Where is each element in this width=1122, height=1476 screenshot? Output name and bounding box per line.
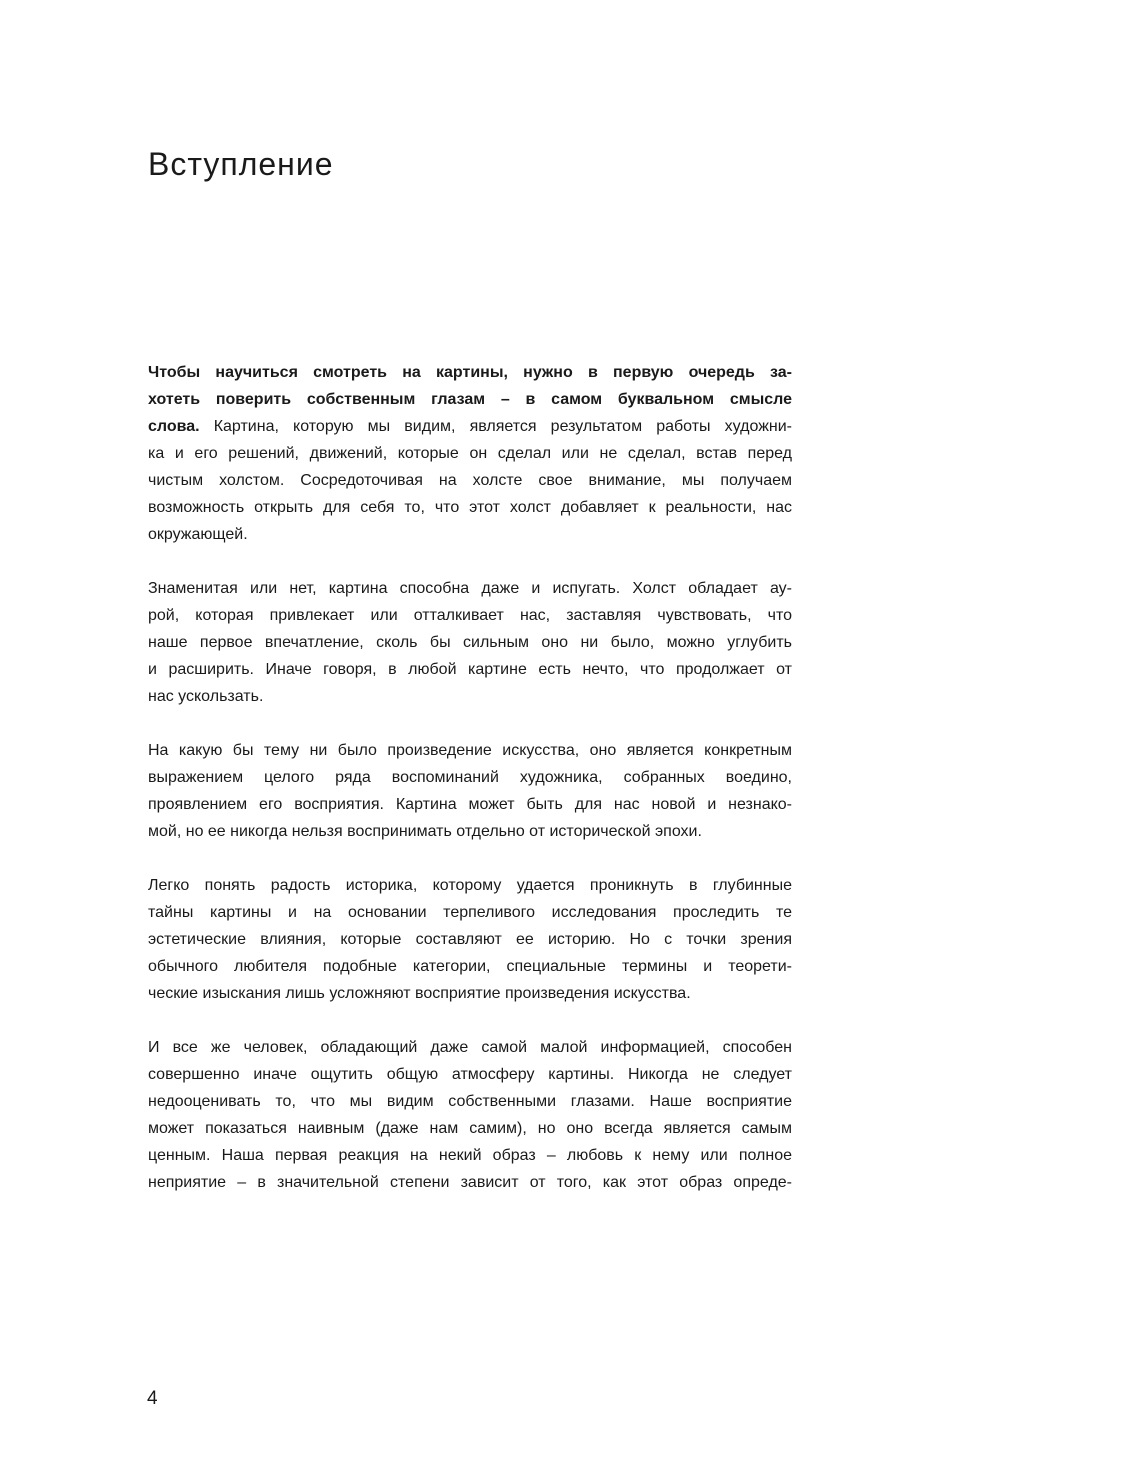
text-run: Картина, которую мы видим, является результатом работы художни- xyxy=(199,418,792,435)
text-line: окружающей. xyxy=(148,526,248,543)
bold-run: слова. xyxy=(148,418,200,435)
text-line: рой, которая привлекает или отталкивает нас, заставляя чувствовать, что xyxy=(148,607,792,624)
text-line: выражением целого ряда воспоминаний художника, собранных воедино, xyxy=(148,769,792,786)
body-text xyxy=(148,359,792,1196)
paragraph-1 xyxy=(148,359,792,548)
text-line: ка и его решений, движений, которые он сделал или не сделал, встав перед xyxy=(148,445,792,462)
text-line: возможность открыть для себя то, что этот холст добавляет к реальности, нас xyxy=(148,499,792,516)
text-line: недооценивать то, что мы видим собственными глазами. Наше восприятие xyxy=(148,1093,792,1110)
page-title: Вступление xyxy=(148,146,334,182)
text-line: нас ускользать. xyxy=(148,688,264,705)
text-line: Легко понять радость историка, которому удается проникнуть в глубинные xyxy=(148,877,792,894)
text-line: Знаменитая или нет, картина способна даже и испугать. Холст обладает ау- xyxy=(148,580,792,597)
paragraph-2 xyxy=(148,575,792,710)
text-line: На какую бы тему ни было произведение искусства, оно является конкретным xyxy=(148,742,792,759)
paragraph-gap xyxy=(148,548,792,575)
text-line: и расширить. Иначе говоря, в любой картине есть нечто, что продолжает от xyxy=(148,661,792,678)
text-line: проявлением его восприятия. Картина может быть для нас новой и незнако- xyxy=(148,796,792,813)
text-line: ческие изыскания лишь усложняют восприятие произведения искусства. xyxy=(148,985,691,1002)
paragraph-gap xyxy=(148,710,792,737)
paragraph-gap xyxy=(148,1007,792,1034)
text-line: И все же человек, обладающий даже самой малой информацией, способен xyxy=(148,1039,792,1056)
text-line: совершенно иначе ощутить общую атмосферу картины. Никогда не следует xyxy=(148,1066,792,1083)
paragraph-3 xyxy=(148,737,792,845)
text-line: ценным. Наша первая реакция на некий образ – любовь к нему или полное xyxy=(148,1147,792,1164)
text-line: обычного любителя подобные категории, специальные термины и теорети- xyxy=(148,958,792,975)
paragraph-4 xyxy=(148,872,792,1007)
text-line: хотеть поверить собственным глазам – в самом буквальном смысле xyxy=(148,391,792,408)
text-line: Чтобы научиться смотреть на картины, нужно в первую очередь за- xyxy=(148,364,792,381)
text-line xyxy=(148,413,792,440)
text-line: неприятие – в значительной степени зависит от того, как этот образ опреде- xyxy=(148,1174,792,1191)
text-line: может показаться наивным (даже нам самим), но оно всегда является самым xyxy=(148,1120,792,1137)
text-line: чистым холстом. Сосредоточивая на холсте свое внимание, мы получаем xyxy=(148,472,792,489)
text-line: эстетические влияния, которые составляют ее историю. Но с точки зрения xyxy=(148,931,792,948)
page-number: 4 xyxy=(147,1388,158,1409)
paragraph-gap xyxy=(148,845,792,872)
text-line: тайны картины и на основании терпеливого исследования проследить те xyxy=(148,904,792,921)
text-line: мой, но ее никогда нельзя воспринимать отдельно от исторической эпохи. xyxy=(148,823,702,840)
paragraph-5 xyxy=(148,1034,792,1196)
text-line: наше первое впечатление, сколь бы сильным оно ни было, можно углубить xyxy=(148,634,792,651)
